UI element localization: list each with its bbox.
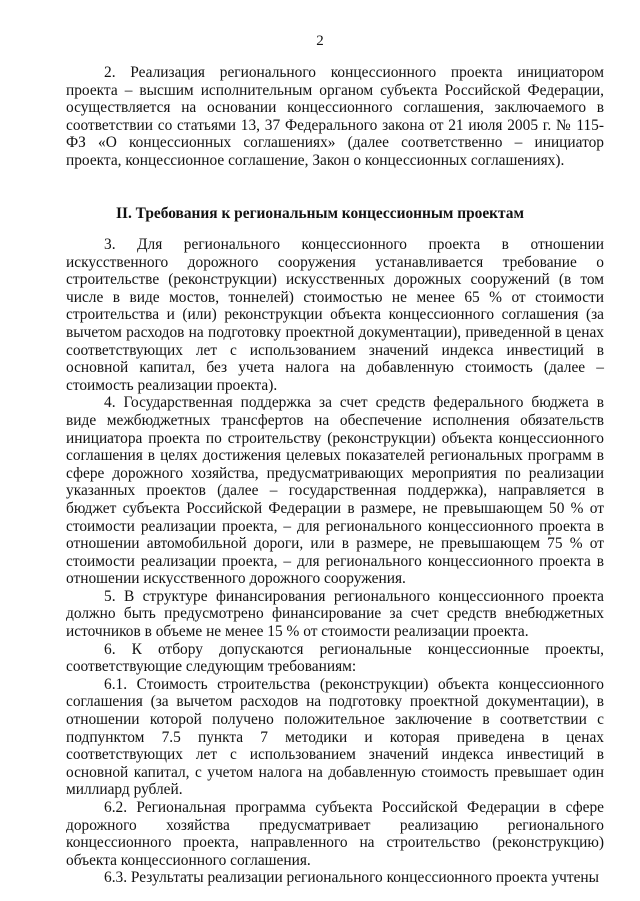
paragraph-2: 2. Реализация регионального концессионного проекта инициатором проекта – высшим исполнительным органом субъекта Российской Федерации, осуществляется на основании концессионного соглашения, заключаемого в соответствии со статьями 13, 37 Федерального закона от 21 июля 2005 г. № 115-ФЗ «О концессионных соглашениях» (далее соответственно – инициатор проекта, концессионное соглашение, Закон о концессионных соглашениях).	[66, 64, 604, 169]
paragraph-6-3: 6.3. Результаты реализации регионального концессионного проекта учтены	[104, 869, 599, 887]
paragraph-6-1: 6.1. Стоимость строительства (реконструкции) объекта концессионного соглашения (за вычетом расходов на подготовку проектной документации), в отношении которой получено положительное заключение в соответствии с подпунктом 7.5 пункта 7 методики и которая приведена в ценах соответствующих лет с использованием значений индекса инвестиций в основной капитал, с учетом налога на добавленную стоимость превышает один миллиард рублей.	[66, 675, 604, 799]
paragraph-4: 4. Государственная поддержка за счет средств федерального бюджета в виде межбюджетных трансфертов на обеспечение исполнения обязательств инициатора проекта по строительству (реконструкции) объекта концессионного соглашения в целях достижения целевых показателей региональных программ в сфере дорожного хозяйства, предусматривающих мероприятия по реализации указанных проектов (далее – государственная поддержка), направляется в бюджет субъекта Российской Федерации в размере, не превышающем 50 % от стоимости реализации проекта, – для регионального концессионного проекта в отношении автомобильной дороги, или в размере, не превышающем 75 % от стоимости реализации проекта, – для регионального концессионного проекта в отношении искусственного дорожного сооружения.	[66, 394, 604, 588]
requirements-block	[66, 236, 604, 887]
section-heading: II. Требования к региональным концессионным проектам	[116, 205, 524, 222]
paragraph-3: 3. Для регионального концессионного проекта в отношении искусственного дорожного сооружения устанавливается требование о строительстве (реконструкции) искусственных дорожных сооружений (в том числе в виде мостов, тоннелей) стоимостью не менее 65 % от стоимости строительства и (или) реконструкции объекта концессионного соглашения (за вычетом расходов на подготовку проектной документации), приведенной в ценах соответствующих лет с использованием значений индекса инвестиций в основной капитал, без учета налога на добавленную стоимость (далее – стоимость реализации проекта).	[66, 236, 604, 394]
paragraph-6: 6. К отбору допускаются региональные концессионные проекты, соответствующие следующим требованиям:	[66, 640, 604, 676]
paragraph-6-2: 6.2. Региональная программа субъекта Российской Федерации в сфере дорожного хозяйства предусматривает реализацию регионального концессионного проекта, направленного на строительство (реконструкцию) объекта концессионного соглашения.	[66, 799, 604, 869]
paragraph-5: 5. В структуре финансирования регионального концессионного проекта должно быть предусмотрено финансирование за счет средств внебюджетных источников в объеме не менее 15 % от стоимости реализации проекта.	[66, 587, 604, 641]
intro-block	[66, 64, 604, 170]
page-number: 2	[316, 33, 324, 49]
